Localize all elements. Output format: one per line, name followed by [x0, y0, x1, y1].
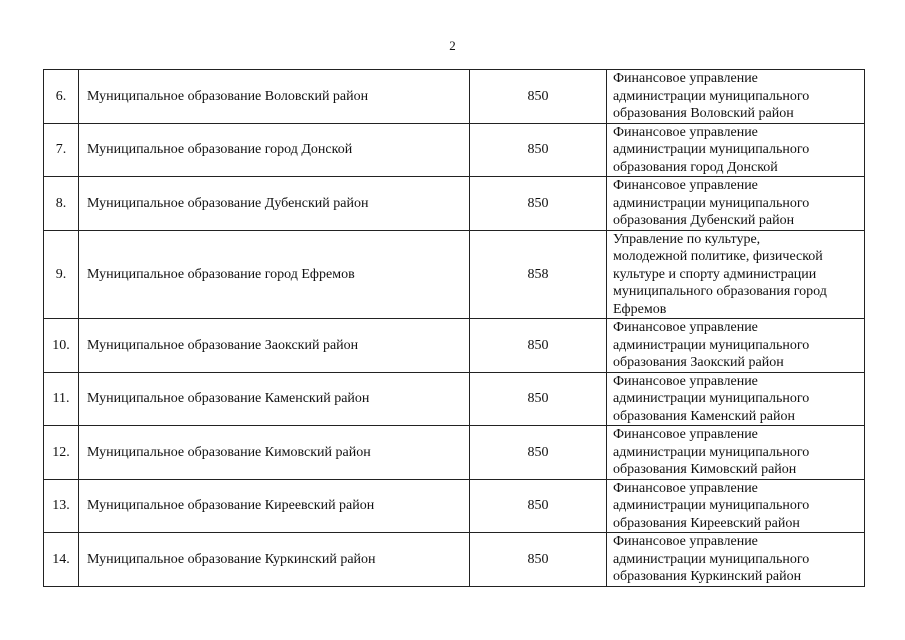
administrator-line: образования Каменский район	[613, 408, 795, 424]
administrator-line: Управление по культуре,	[613, 231, 761, 247]
administrator-line: образования Заокский район	[613, 355, 784, 370]
row-number-cell: 7.	[44, 123, 79, 177]
administrator-cell	[607, 70, 865, 124]
table-row	[44, 123, 865, 177]
administrator-line: молодежной политике, физической	[613, 249, 823, 264]
municipality-name-cell: Муниципальное образование Куркинский район	[79, 533, 470, 587]
administrator-cell	[607, 123, 865, 177]
administrator-line: администрации муниципального	[613, 142, 810, 157]
administrator-line: Финансовое управление	[613, 480, 758, 496]
administrator-line: Финансовое управление	[613, 320, 758, 335]
budget-code-cell: 858	[470, 230, 607, 319]
municipality-name-cell: Муниципальное образование Воловский район	[79, 70, 470, 124]
row-number-cell: 13.	[44, 479, 79, 533]
budget-code-cell: 850	[470, 533, 607, 587]
administrator-line: Финансовое управление	[613, 124, 758, 140]
row-number-cell: 12.	[44, 426, 79, 480]
administrator-line: администрации муниципального	[613, 88, 810, 104]
administrator-cell	[607, 230, 865, 319]
administrator-line: Финансовое управление	[613, 71, 758, 86]
table-row	[44, 479, 865, 533]
registry-table-body	[44, 70, 865, 587]
budget-code-cell: 850	[470, 177, 607, 231]
budget-code-cell: 850	[470, 123, 607, 177]
budget-code-cell: 850	[470, 372, 607, 426]
budget-code-cell: 850	[470, 319, 607, 373]
row-number-cell: 6.	[44, 70, 79, 124]
administrator-line: образования город Донской	[613, 159, 778, 175]
municipality-name-cell: Муниципальное образование Каменский район	[79, 372, 470, 426]
administrator-line: администрации муниципального	[613, 391, 810, 406]
administrator-line: образования Воловский район	[613, 106, 794, 121]
administrator-line: администрации муниципального	[613, 551, 810, 567]
administrator-cell	[607, 319, 865, 373]
table-row	[44, 230, 865, 319]
municipality-name-cell: Муниципальное образование Дубенский район	[79, 177, 470, 231]
municipality-name-cell: Муниципальное образование город Ефремов	[79, 230, 470, 319]
administrator-line: администрации муниципального	[613, 195, 810, 211]
administrator-line: образования Куркинский район	[613, 569, 802, 584]
administrator-line: администрации муниципального	[613, 444, 810, 460]
administrator-cell	[607, 533, 865, 587]
budget-code-cell: 850	[470, 426, 607, 480]
table-row	[44, 372, 865, 426]
administrator-line: администрации муниципального	[613, 337, 810, 353]
administrator-cell	[607, 426, 865, 480]
page-number: 2	[449, 38, 456, 53]
administrator-line: Финансовое управление	[613, 178, 758, 193]
administrator-line: муниципального образования город	[613, 284, 827, 299]
table-row	[44, 177, 865, 231]
administrator-line: образования Дубенский район	[613, 213, 795, 228]
row-number-cell: 8.	[44, 177, 79, 231]
row-number-cell: 10.	[44, 319, 79, 373]
table-row	[44, 70, 865, 124]
municipality-name-cell: Муниципальное образование город Донской	[79, 123, 470, 177]
row-number-cell: 14.	[44, 533, 79, 587]
administrator-cell	[607, 177, 865, 231]
administrator-line: образования Кимовский район	[613, 462, 797, 477]
municipality-name-cell: Муниципальное образование Заокский район	[79, 319, 470, 373]
administrator-line: Финансовое управление	[613, 534, 758, 549]
administrator-line: Финансовое управление	[613, 373, 758, 389]
table-row	[44, 319, 865, 373]
municipality-name-cell: Муниципальное образование Киреевский район	[79, 479, 470, 533]
administrator-line: администрации муниципального	[613, 498, 810, 513]
administrator-cell	[607, 479, 865, 533]
row-number-cell: 11.	[44, 372, 79, 426]
administrator-cell	[607, 372, 865, 426]
municipality-name-cell: Муниципальное образование Кимовский район	[79, 426, 470, 480]
budget-code-cell: 850	[470, 479, 607, 533]
administrator-line: Финансовое управление	[613, 427, 758, 442]
budget-code-cell: 850	[470, 70, 607, 124]
administrator-line: Ефремов	[613, 301, 667, 317]
registry-table	[43, 69, 865, 587]
table-row	[44, 426, 865, 480]
row-number-cell: 9.	[44, 230, 79, 319]
table-row	[44, 533, 865, 587]
administrator-line: культуре и спорту администрации	[613, 266, 817, 282]
administrator-line: образования Киреевский район	[613, 515, 800, 531]
